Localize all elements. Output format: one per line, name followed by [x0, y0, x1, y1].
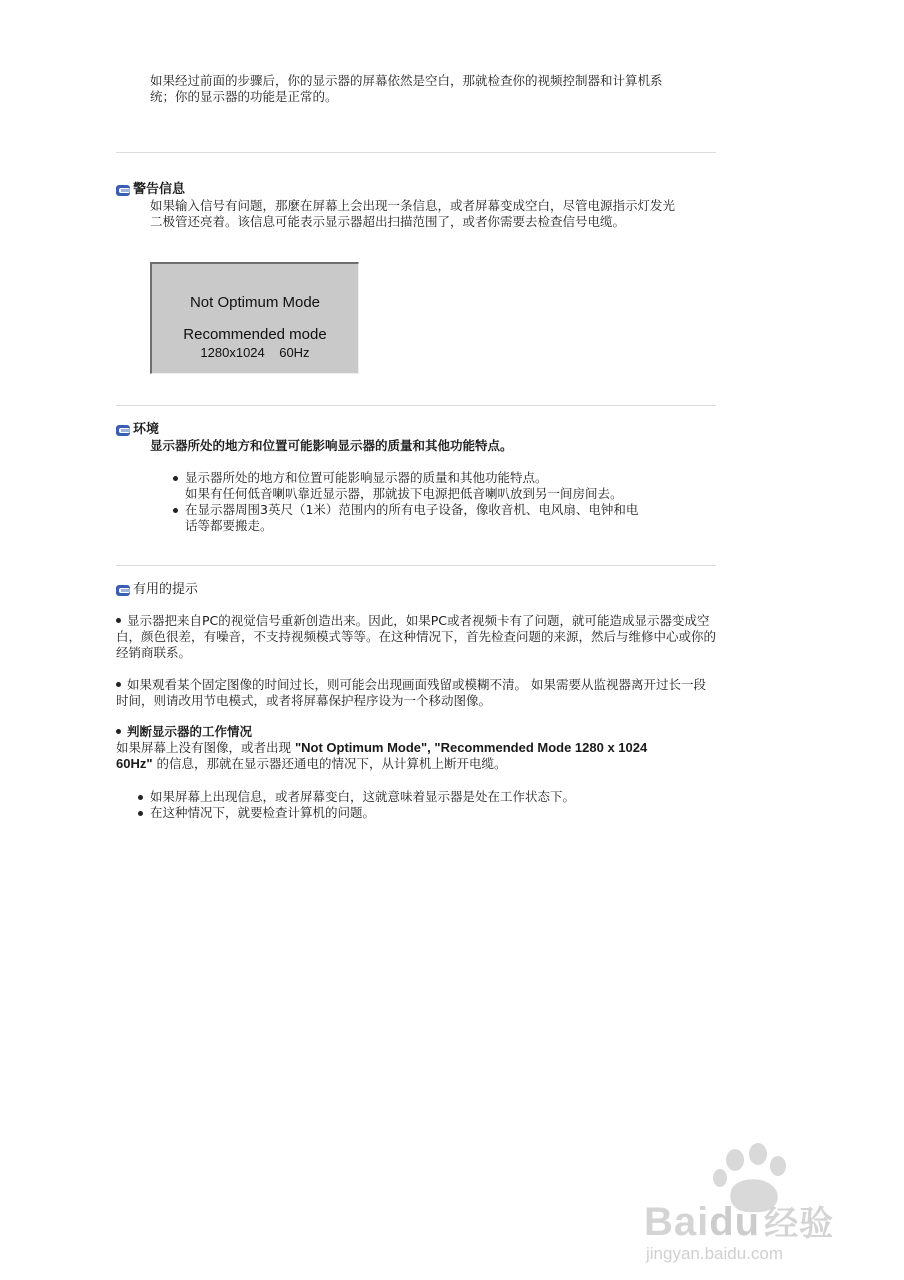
judge-list: [136, 789, 696, 821]
judge-paragraph: 如果屏幕上没有图像，或者出现 "Not Optimum Mode", "Recommended Mode 1280 x 1024 60Hz" 的信息，那就在显示器还通电的情况下，从计算机上断开电缆。: [116, 740, 648, 771]
environment-subtitle: 显示器所处的地方和位置可能影响显示器的质量和其他功能特点。: [150, 438, 513, 453]
intro-paragraph: 如果经过前面的步骤后，你的显示器的屏幕依然是空白，那就检查你的视频控制器和计算机系统；你的显示器的功能是正常的。: [150, 73, 663, 104]
section-title-text: 警告信息: [133, 182, 186, 197]
divider: [116, 405, 716, 406]
warning-body: 如果输入信号有问题，那麼在屏幕上会出现一条信息，或者屏幕变成空白，尽管电源指示灯发光二极管还亮着。该信息可能表示显示器超出扫描范围了，或者你需要去检查信号电缆。: [150, 198, 676, 229]
osd-line-not-optimum: Not Optimum Mode: [189, 294, 321, 311]
osd-line-recommended: Recommended mode: [183, 326, 327, 343]
tips-paragraph-1: 显示器把来自PC的视觉信号重新创造出来。因此，如果PC或者视频卡有了问题，就可能造成显示器变成空白，颜色很差，有噪音，不支持视频模式等等。在这种情况下，首先检查问题的来源，然后与维修中心或你的经销商联系。: [116, 613, 717, 660]
section-title-text: 环境: [133, 422, 160, 437]
divider: [116, 152, 716, 153]
list-item: 如果屏幕上出现信息，或者屏幕变白，这就意味着显示器是处在工作状态下。: [136, 789, 696, 805]
list-item: 在这种情况下，就要检查计算机的问题。: [136, 805, 696, 821]
section-bullet-icon: [116, 585, 130, 596]
divider: [116, 565, 716, 566]
environment-list: [171, 470, 691, 534]
tips-paragraph-2: 如果观看某个固定图像的时间过长，则可能会出现画面残留或模糊不清。 如果需要从监视器离开过长一段时间，则请改用节电模式，或者将屏幕保护程序设为一个移动图像。: [116, 677, 706, 708]
osd-line-resolution: 1280x1024 60Hz: [200, 345, 310, 360]
bullet-dot: [116, 618, 121, 623]
section-title-tips: [116, 582, 198, 598]
bullet-dot: [116, 729, 121, 734]
bullet-dot: [116, 682, 121, 687]
osd-message-image: [150, 262, 359, 374]
section-title-text: 有用的提示: [133, 582, 199, 597]
watermark-url: jingyan.baidu.com: [646, 1244, 784, 1263]
section-title-environment: [116, 422, 159, 438]
list-item: 在显示器周围3英尺（1米）范围内的所有电子设备，像收音机、电风扇、电钟和电 话等都要搬走。: [171, 502, 691, 534]
baidu-watermark: [640, 1140, 870, 1270]
watermark-brand: Baidu 经验: [644, 1200, 835, 1244]
section-bullet-icon: [116, 425, 130, 436]
list-item: 显示器所处的地方和位置可能影响显示器的质量和其他功能特点。 如果有任何低音喇叭靠近显示器，那就拔下电源把低音喇叭放到另一间房间去。: [171, 470, 691, 502]
section-title-warning: [116, 182, 185, 198]
judge-title: 判断显示器的工作情况: [116, 724, 716, 740]
section-bullet-icon: [116, 185, 130, 196]
